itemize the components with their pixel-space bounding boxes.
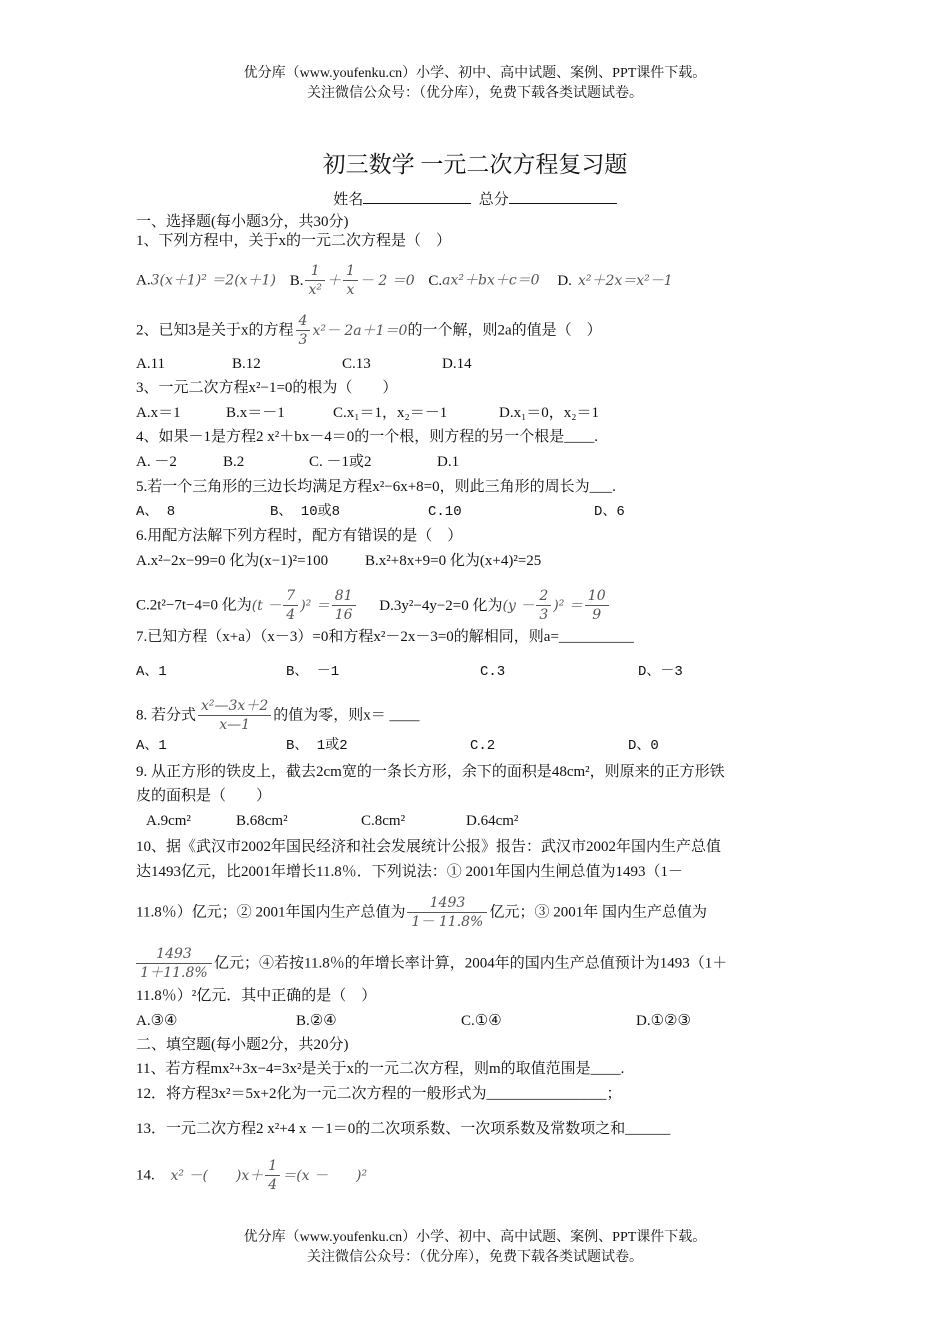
q6-d-open: (y －: [502, 597, 535, 614]
q7-option-c: C.3: [480, 664, 506, 680]
q3-option-a: A.x＝1: [136, 405, 181, 421]
q9-option-c: C.8cm²: [361, 813, 406, 829]
q6-c-den: 4: [286, 607, 296, 623]
q2-option-a: A.11: [136, 356, 166, 372]
q8-option-b: B、 1或2: [286, 738, 348, 754]
q10-line-1: 10、据《武汉市2002年国民经济和社会发展统计公报》报告：武汉市2002年国内生产总值: [136, 839, 722, 855]
name-score-line: [0, 187, 950, 209]
q10-frac2-num: 1493: [136, 945, 212, 964]
q6-stem: 6.用配方法解下列方程时，配方有错误的是（ ）: [136, 528, 463, 544]
q6-c-open: (t －: [251, 597, 282, 614]
q6-d-num: 2: [536, 587, 551, 606]
q1-option-c-label: C.: [428, 272, 443, 289]
q9-option-a: A.9cm²: [146, 813, 191, 829]
q10-option-a: A.③④: [136, 1013, 178, 1029]
name-label: 姓名: [333, 192, 364, 208]
q14-frac-den: 4: [268, 1177, 278, 1193]
header-line-1: 优分库（www.youfenku.cn）小学、初中、高中试题、案例、PPT课件下载。: [243, 66, 707, 81]
q8-frac-num: x²—3x＋2: [198, 697, 271, 716]
q1-b-den1: x²: [308, 282, 322, 298]
q2-math: x²－ 2a＋1＝0: [312, 322, 408, 339]
q8-option-a: A、1: [136, 738, 167, 754]
q1-b-num2: 1: [343, 262, 358, 281]
q6-option-a: A.x²−2x−99=0 化为(x−1)²=100: [136, 553, 329, 569]
q14-math-1: x² －( )x＋: [170, 1167, 264, 1184]
q5-option-b: B、 10或8: [270, 504, 341, 520]
q6-d-rnum: 10: [585, 587, 609, 606]
q11: 11、若方程mx²+3x−4=3x²是关于x的一元二次方程，则m的取值范围是____.: [136, 1061, 625, 1077]
q9-line-2: 皮的面积是（ ）: [136, 788, 272, 804]
q4-option-c: C. －1或2: [309, 454, 372, 470]
q8-pre: 8. 若分式: [136, 707, 197, 724]
q2-stem: [136, 312, 602, 349]
q1-option-d-label: D.: [557, 272, 572, 289]
q3-option-b: B.x＝－1: [226, 405, 285, 421]
q10-line-2: 达1493亿元，比2001年增长11.8％．下列说法：① 2001年国内生闸总值为1493（1－: [136, 864, 683, 880]
q1-b-plus: ＋: [326, 272, 341, 289]
q7-option-d: D、－3: [638, 664, 683, 680]
q8-stem: [136, 697, 420, 734]
q10-line4-post: 亿元；④若按11.8％的年增长率计算，2004年的国内生产总值预计为1493（1＋: [214, 955, 728, 972]
q6-c-close: )² ＝: [300, 597, 330, 614]
q2-frac-num: 4: [296, 312, 311, 331]
q13: 13．一元二次方程2 x²+4 x －1＝0的二次项系数、一次项系数及常数项之和______: [136, 1121, 671, 1137]
q12: 12．将方程3x²＝5x+2化为一元二次方程的一般形式为________________；: [136, 1086, 622, 1102]
q1-option-c-math: ax²＋bx＋c＝0: [442, 272, 540, 289]
section-heading-fill: 二、填空题(每小题2分，共20分): [136, 1037, 349, 1053]
q6-c-rnum: 81: [332, 587, 356, 606]
q8-post: 的值为零，则x＝ ____: [273, 707, 420, 724]
q2-option-d: D.14: [442, 356, 472, 372]
q4-stem: 4、如果－1是方程2 x²＋bx－4＝0的一个根，则方程的另一个根是____.: [136, 429, 598, 445]
q3-option-d: D.x₁＝0，x₂＝1: [499, 405, 600, 421]
q1-options: [136, 262, 673, 299]
q6-d-den: 3: [539, 607, 549, 623]
q8-option-c: C.2: [470, 738, 496, 754]
q3-stem: 3、一元二次方程x²−1=0的根为（ ）: [136, 380, 398, 396]
q9-line-1: 9. 从正方形的铁皮上，截去2cm宽的一条长方形，余下的面积是48cm²，则原来的正方形铁: [136, 764, 725, 780]
q10-option-b: B.②④: [296, 1013, 337, 1029]
q6-c-num: 7: [283, 587, 298, 606]
q3-option-c: C.x₁＝1，x₂＝－1: [333, 405, 448, 421]
q9-option-b: B.68cm²: [236, 813, 288, 829]
q10-line3-pre: 11.8％）亿元；② 2001年国内生产总值为: [136, 904, 406, 921]
header-line-2: 关注微信公众号：（优分库），免费下载各类试题试卷。: [307, 86, 643, 101]
q10-option-c: C.①④: [461, 1013, 502, 1029]
q1-b-den2: x: [346, 282, 355, 298]
q6-c-pre: C.2t²−7t−4=0 化为: [136, 597, 252, 614]
q5-option-c: C.10: [428, 504, 462, 520]
q5-option-a: A、 8: [136, 504, 176, 520]
q6-option-c: [136, 587, 611, 624]
q6-c-rden: 16: [334, 607, 353, 623]
section-heading-choice: 一、选择题(每小题3分，共30分): [136, 214, 349, 230]
q7-option-a: A、1: [136, 664, 167, 680]
score-blank[interactable]: [509, 187, 617, 204]
q6-d-rden: 9: [592, 607, 602, 623]
q6-d-pre: D.3y²−4y−2=0 化为: [379, 597, 503, 614]
q2-option-c: C.13: [342, 356, 371, 372]
q1-option-d-math: x²＋2x＝x²－1: [577, 272, 673, 289]
q14-label: 14.: [136, 1167, 155, 1184]
q1-b-tail: － 2 ＝0: [359, 272, 415, 289]
q2-post: 的一个解，则2a的值是（ ）: [407, 322, 602, 339]
q9-option-d: D.64cm²: [466, 813, 519, 829]
q10-frac2-den: 1＋11.8%: [140, 965, 208, 981]
footer-line-1: 优分库（www.youfenku.cn）小学、初中、高中试题、案例、PPT课件下载。: [243, 1230, 707, 1245]
q7-stem: 7.已知方程（x+a）（x－3）=0和方程x²－2x－3=0的解相同，则a=__________: [136, 629, 634, 645]
q5-stem: 5.若一个三角形的三边长均满足方程x²−6x+8=0，则此三角形的周长为___.: [136, 479, 616, 495]
name-blank[interactable]: [363, 187, 471, 204]
q14: [136, 1157, 367, 1194]
q5-option-d: D、6: [594, 504, 625, 520]
q14-frac-num: 1: [265, 1157, 280, 1176]
q10-line-3: [136, 894, 707, 931]
q10-line-4: [136, 945, 727, 982]
footer-line-2: 关注微信公众号：（优分库），免费下载各类试题试卷。: [307, 1250, 643, 1265]
q10-frac1-num: 1493: [407, 894, 487, 913]
q14-math-2: ＝(x － )²: [282, 1167, 368, 1184]
q10-line3-post: 亿元；③ 2001年 国内生产总值为: [489, 904, 707, 921]
q1-option-a-label: A.: [136, 272, 151, 289]
q2-option-b: B.12: [232, 356, 261, 372]
q10-line-5: 11.8％）²亿元．其中正确的是（ ）: [136, 988, 377, 1004]
q4-option-b: B.2: [223, 454, 245, 470]
q7-option-b: B、 －1: [286, 664, 340, 680]
q8-frac-den: x—1: [219, 717, 251, 733]
q2-frac-den: 3: [298, 332, 308, 348]
q6-option-b: B.x²+8x+9=0 化为(x+4)²=25: [365, 553, 542, 569]
q4-option-a: A. －2: [136, 454, 177, 470]
q10-option-d: D.①②③: [636, 1013, 691, 1029]
q1-b-num1: 1: [305, 262, 325, 281]
q1-option-b-label: B.: [289, 272, 304, 289]
q4-option-d: D.1: [437, 454, 460, 470]
score-label: 总分: [478, 192, 509, 208]
q10-frac1-den: 1－ 11.8%: [411, 914, 484, 930]
q8-option-d: D、0: [628, 738, 659, 754]
page-title: 初三数学 一元二次方程复习题: [322, 152, 628, 177]
q1-stem: 1、下列方程中，关于x的一元二次方程是（ ）: [136, 233, 452, 249]
q6-d-close: )² ＝: [553, 597, 583, 614]
q1-option-a-math: 3(x＋1)² ＝2(x＋1): [150, 272, 276, 289]
q2-pre: 2、已知3是关于x的方程: [136, 322, 294, 339]
